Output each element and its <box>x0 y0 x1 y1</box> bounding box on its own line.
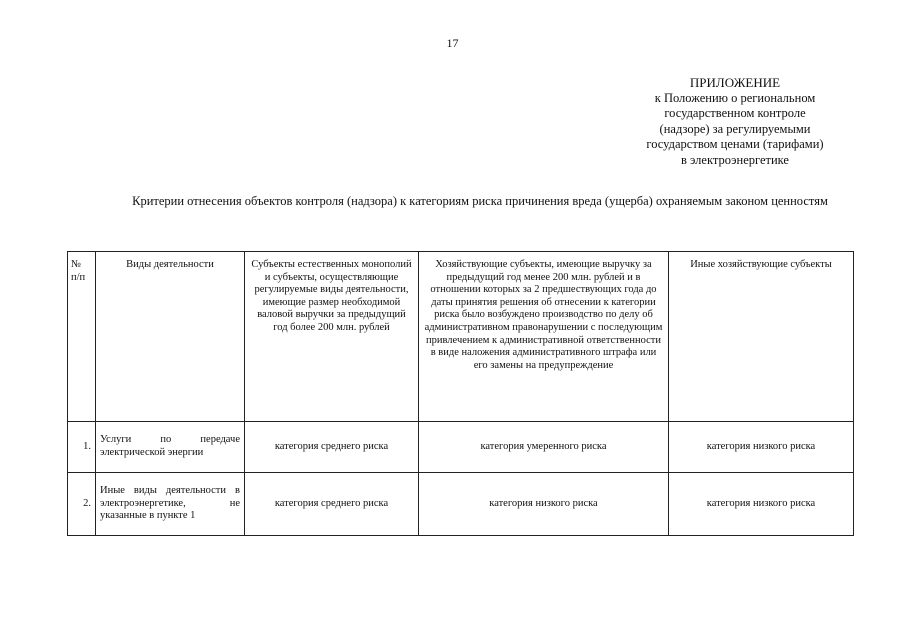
header-number: № п/п <box>68 252 96 422</box>
appendix-line: государством ценами (тарифами) <box>646 137 824 152</box>
document-title: Критерии отнесения объектов контроля (надзора) к категориям риска причинения вреда (ущерба) охраняемым законом ценностям <box>132 194 828 208</box>
appendix-block <box>600 75 870 169</box>
header-activity-kind: Виды деятельности <box>96 252 245 422</box>
row-category: категория среднего риска <box>245 422 419 473</box>
row-category: категория низкого риска <box>669 422 854 473</box>
header-other-entities: Иные хозяйствующие субъекты <box>669 252 854 422</box>
row-activity-kind: Услуги по передаче электрической энергии <box>96 422 245 473</box>
row-number: 1. <box>68 422 96 473</box>
appendix-line: (надзоре) за регулируемыми <box>659 121 811 136</box>
appendix-line: государственном контроле <box>664 106 806 121</box>
appendix-line: к Положению о региональном <box>654 90 816 105</box>
page-number: 17 <box>446 36 459 50</box>
row-category: категория низкого риска <box>669 473 854 536</box>
risk-criteria-table <box>67 251 854 536</box>
header-natural-monopolies: Субъекты естественных монополий и субъекты, осуществляющие регулируемые виды деятельности, имеющие размер необходимой валовой выручки за предыдущий год более 200 млн. рублей <box>245 252 419 422</box>
appendix-line: в электроэнергетике <box>681 152 789 167</box>
appendix-title: ПРИЛОЖЕНИЕ <box>689 75 781 90</box>
table-header-row <box>68 252 854 422</box>
row-number: 2. <box>68 473 96 536</box>
row-activity-kind: Иные виды деятельности в электроэнергетике, не указанные в пункте 1 <box>96 473 245 536</box>
row-category: категория низкого риска <box>419 473 669 536</box>
row-category: категория умеренного риска <box>419 422 669 473</box>
table-row <box>68 422 854 473</box>
row-category: категория среднего риска <box>245 473 419 536</box>
table-row <box>68 473 854 536</box>
header-entities-under-200m: Хозяйствующие субъекты, имеющие выручку за предыдущий год менее 200 млн. рублей и в отношении которых за 2 предшествующих года до даты принятия решения об отнесении к категории риска было возбуждено производство по делу об административном правонарушении с последующим привлечением к административной ответственности в виде наложения административного штрафа или его замены на предупреждение <box>419 252 669 422</box>
